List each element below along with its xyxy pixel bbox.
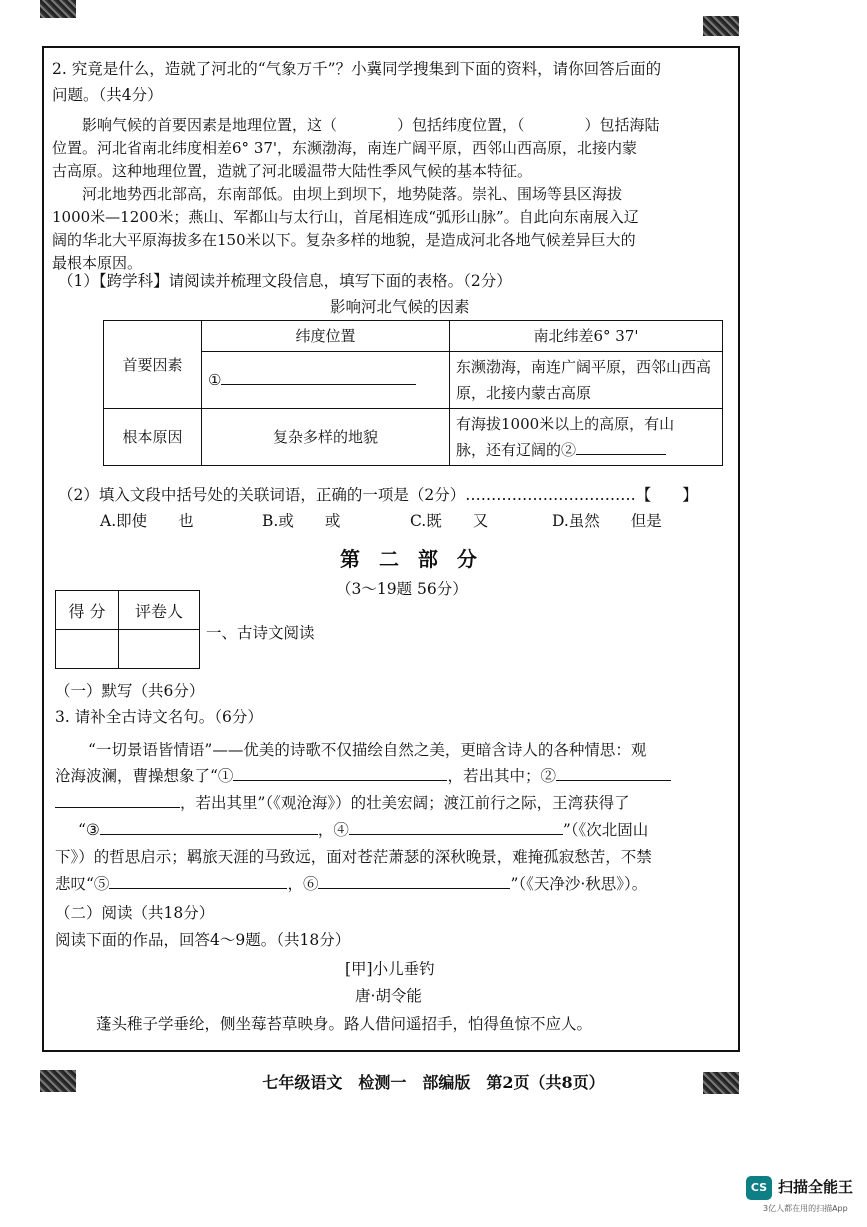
q2-p1-line2: 位置。河北省南北纬度相差6° 37'，东濒渤海，南连广阔平原，西邻山西高原，北接内蒙 xyxy=(52,139,638,157)
section-title: 一、古诗文阅读 xyxy=(206,624,315,642)
q3-head: 3. 请补全古诗文名句。（6分） xyxy=(55,708,263,726)
latitude-value-cell: 南北纬差6° 37' xyxy=(450,321,723,352)
q2-p1-line1: 影响气候的首要因素是地理位置，这（ ）包括纬度位置，（ ）包括海陆 xyxy=(82,116,660,134)
dictation-head: （一）默写（共6分） xyxy=(55,682,205,700)
blank-5[interactable] xyxy=(109,874,287,889)
grader-cell[interactable] xyxy=(119,630,200,669)
reading-instr: 阅读下面的作品，回答4～9题。（共18分） xyxy=(55,931,351,949)
reading-head: （二）阅读（共18分） xyxy=(55,904,215,922)
blank-6[interactable] xyxy=(318,874,510,889)
scan-mark-top-right xyxy=(703,16,739,36)
blank-1[interactable] xyxy=(233,766,447,781)
answer-cell-2[interactable]: 有海拔1000米以上的高原，有山 脉，还有辽阔的② xyxy=(450,409,723,466)
latitude-cell: 纬度位置 xyxy=(202,321,450,352)
factor-table xyxy=(103,320,723,466)
q2-p2-line3: 阔的华北大平原海拔多在150米以下。复杂多样的地貌，是造成河北各地气候差异巨大的 xyxy=(52,231,636,249)
score-cell[interactable] xyxy=(56,630,119,669)
table-title: 影响河北气候的因素 xyxy=(330,298,470,316)
q2-p2-line2: 1000米—1200米；燕山、军都山与太行山，首尾相连成“弧形山脉”。自此向东南展入辽 xyxy=(52,208,639,226)
blank-3[interactable] xyxy=(100,820,318,835)
option-a[interactable]: A.即使 也 xyxy=(100,512,194,530)
grader-label: 评卷人 xyxy=(119,591,200,630)
blank-2[interactable] xyxy=(556,766,671,781)
option-d[interactable]: D.虽然 但是 xyxy=(552,512,662,530)
q2-p1-line3: 古高原。这种地理位置，造就了河北暖温带大陆性季风气候的基本特征。 xyxy=(52,162,533,180)
camscanner-name: 扫描全能王 xyxy=(778,1178,854,1196)
answer-cell-1[interactable]: ① xyxy=(202,352,450,409)
q2-p2-line4: 最根本原因。 xyxy=(52,254,143,272)
q3-line6: 悲叹“⑤ ，⑥ ”（《天净沙·秋思》）。 xyxy=(55,875,648,893)
sea-land-cell: 东濒渤海，南连广阔平原，西邻山西高原，北接内蒙古高原 xyxy=(450,352,723,409)
blank-2-cont[interactable] xyxy=(55,793,180,808)
q2-head-2: 问题。（共4分） xyxy=(52,86,163,104)
score-label: 得 分 xyxy=(56,591,119,630)
part-title: 第 二 部 分 xyxy=(340,547,483,571)
q3-line1: “一切景语皆情语”——优美的诗歌不仅描绘自然之美，更暗含诗人的各种情思：观 xyxy=(88,741,647,759)
q2-p2-line1: 河北地势西北部高，东南部低。由坝上到坝下，地势陡落。崇礼、围场等县区海拔 xyxy=(82,185,623,203)
landform-cell: 复杂多样的地貌 xyxy=(202,409,450,466)
poem-title: [甲]小儿垂钓 xyxy=(345,960,435,978)
option-c[interactable]: C.既 又 xyxy=(410,512,489,530)
blank-4[interactable] xyxy=(349,820,563,835)
score-box xyxy=(55,590,200,669)
camscanner-logo-icon: CS xyxy=(746,1176,772,1200)
scan-mark-top-left xyxy=(40,0,76,18)
q2-sub2: （2）填入文段中括号处的关联词语，正确的一项是（2分）……………………………【 】 xyxy=(58,486,698,504)
option-b[interactable]: B.或 或 xyxy=(262,512,341,530)
page-footer: 七年级语文 检测一 部编版 第2页（共8页） xyxy=(262,1073,605,1092)
camscanner-tagline: 3亿人都在用的扫描App xyxy=(763,1204,848,1213)
q3-line3: ，若出其里”（《观沧海》）的壮美宏阔；渡江前行之际，王湾获得了 xyxy=(55,792,630,814)
q3-line4: “③ ，④ ”（《次北固山 xyxy=(78,821,649,839)
poem-author: 唐·胡令能 xyxy=(355,987,422,1005)
q3-line2: 沧海波澜，曹操想象了“① ，若出其中；② xyxy=(55,765,671,787)
q3-line5: 下》）的哲思启示；羁旅天涯的马致远，面对苍茫萧瑟的深秋晚景，难掩孤寂愁苦，不禁 xyxy=(55,848,652,866)
q2-head-1: 2. 究竟是什么，造就了河北的“气象万千”？小冀同学搜集到下面的资料，请你回答后面的 xyxy=(52,60,662,78)
part-range: （3～19题 56分） xyxy=(336,580,468,598)
poem-text: 蓬头稚子学垂纶，侧坐莓苔草映身。路人借问遥招手，怕得鱼惊不应人。 xyxy=(96,1015,593,1033)
q2-sub1: （1）【跨学科】请阅读并梳理文段信息，填写下面的表格。（2分） xyxy=(58,272,512,290)
row1-label: 首要因素 xyxy=(104,321,202,409)
row2-label: 根本原因 xyxy=(104,409,202,466)
